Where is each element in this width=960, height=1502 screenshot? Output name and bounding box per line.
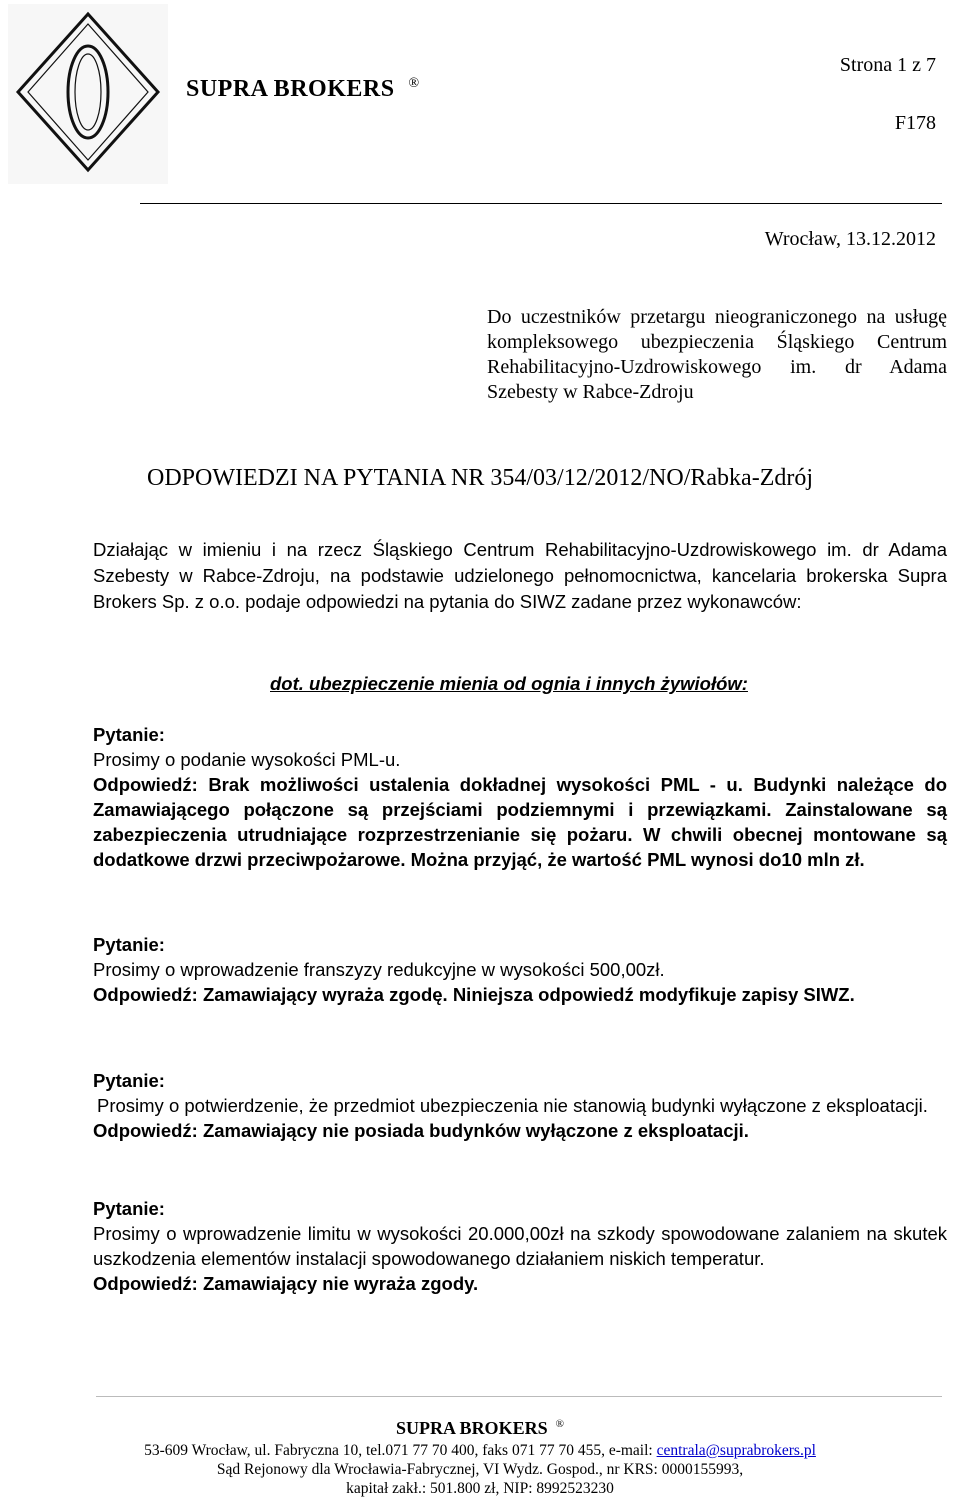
document-title: ODPOWIEDZI NA PYTANIA NR 354/03/12/2012/NO/Rabka-Zdrój — [146, 465, 814, 491]
header-brand-name: SUPRA BROKERS — [186, 76, 395, 102]
answer-text: Zamawiający nie wyraża zgody. — [202, 1273, 479, 1294]
header-brand — [186, 76, 420, 103]
question-label: Pytanie: — [93, 934, 165, 955]
question-label: Pytanie: — [93, 1198, 165, 1219]
question-text: Prosimy o potwierdzenie, że przedmiot ubezpieczenia nie stanowią budynki wyłączone z eksploatacji. — [97, 1095, 928, 1116]
footer-brand-name: SUPRA BROKERS — [396, 1418, 548, 1438]
question-label: Pytanie: — [93, 724, 165, 745]
footer-brand — [0, 1418, 960, 1439]
question-text: Prosimy o podanie wysokości PML-u. — [93, 749, 401, 770]
qa-item-3 — [93, 1068, 947, 1143]
intro-paragraph: Działając w imieniu i na rzecz Śląskiego Centrum Rehabilitacyjno-Uzdrowiskowego im. dr Adama Szebesty w Rabce-Zdroju, na podstawie udzielonego pełnomocnictwa, kancelaria brokerska Supra Brokers Sp. z o.o. podaje odpowiedzi na pytania do SIWZ zadane przez wykonawców: — [93, 539, 947, 612]
company-logo — [8, 4, 168, 184]
answer-text: Zamawiający wyraża zgodę. Niniejsza odpowiedź modyfikuje zapisy SIWZ. — [202, 984, 855, 1005]
qa-item-4 — [93, 1196, 947, 1296]
footer-divider — [96, 1396, 942, 1397]
logo-diamond-icon — [8, 4, 168, 184]
page-number: Strona 1 z 7 — [839, 54, 936, 76]
registered-mark-icon: ® — [555, 1418, 564, 1430]
form-code: F178 — [894, 112, 936, 134]
answer-label: Odpowiedź: — [93, 774, 198, 795]
registered-mark-icon: ® — [408, 76, 420, 91]
footer-court: Sąd Rejonowy dla Wrocławia-Fabrycznej, VI Wydz. Gospod., nr KRS: 0000155993, — [216, 1461, 744, 1478]
answer-block — [93, 1271, 947, 1296]
question-text: Prosimy o wprowadzenie limitu w wysokości 20.000,00zł na szkody spowodowane zalaniem na skutek uszkodzenia elementów instalacji spowodowanego działaniem niskich temperatur. — [93, 1223, 947, 1269]
city-date: Wrocław, 13.12.2012 — [764, 228, 936, 250]
answer-text: Zamawiający nie posiada budynków wyłączone z eksploatacji. — [202, 1120, 749, 1141]
question-text: Prosimy o wprowadzenie franszyzy redukcyjne w wysokości 500,00zł. — [93, 959, 665, 980]
answer-block — [93, 772, 947, 872]
answer-label: Odpowiedź: — [93, 1120, 198, 1141]
footer-address — [0, 1442, 960, 1460]
footer-capital: kapitał zakł.: 501.800 zł, NIP: 8992523230 — [346, 1480, 614, 1497]
answer-text: Brak możliwości ustalenia dokładnej wysokości PML - u. Budynki należące do Zamawiającego połączone są przejściami podziemnymi i przewiązkami. Zainstalowane są zabezpieczenia utrudniające rozprzestrzenianie się pożaru. W chwili obecnej montowane są dodatkowe drzwi przeciwpożarowe. Można przyjąć, że wartość PML wynosi do10 mln zł. — [93, 774, 947, 870]
answer-block — [93, 1118, 947, 1143]
answer-label: Odpowiedź: — [93, 1273, 198, 1294]
qa-item-1 — [93, 722, 947, 872]
qa-item-2 — [93, 932, 947, 1007]
answer-label: Odpowiedź: — [93, 984, 198, 1005]
question-label: Pytanie: — [93, 1070, 165, 1091]
footer-address-text: 53-609 Wrocław, ul. Fabryczna 10, tel.071 77 70 400, faks 071 77 70 455, e-mail: — [144, 1442, 653, 1459]
footer-email-link[interactable]: centrala@suprabrokers.pl — [656, 1442, 816, 1459]
answer-block — [93, 982, 947, 1007]
recipients-block: Do uczestników przetargu nieograniczonego na usługę kompleksowego ubezpieczenia Śląskiego Centrum Rehabilitacyjno-Uzdrowiskowego im. dr Adama Szebesty w Rabce-Zdroju — [487, 306, 947, 403]
header-divider — [140, 203, 942, 204]
topic-heading: dot. ubezpieczenie mienia od ognia i innych żywiołów: — [270, 673, 748, 694]
